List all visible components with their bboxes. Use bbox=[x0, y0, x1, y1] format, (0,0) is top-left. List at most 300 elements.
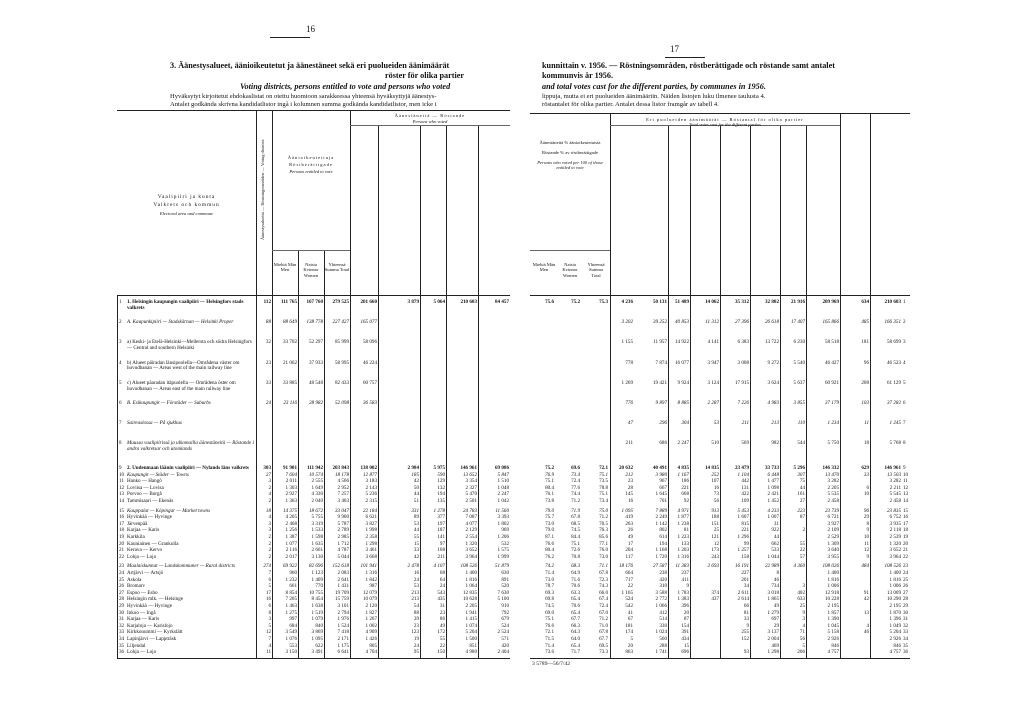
cell-w: 3 130 bbox=[311, 553, 323, 560]
pct-header-en: Persons who voted per 100 of those entitled to vote bbox=[537, 160, 603, 171]
cell-t: 2 083 bbox=[337, 570, 349, 576]
cell-m: 23 116 bbox=[283, 400, 297, 406]
cell-d: 16 bbox=[265, 596, 271, 603]
cell-t: 279 525 bbox=[332, 299, 349, 305]
cell-p3: 14 922 bbox=[674, 339, 689, 346]
cell-p9: 12 bbox=[863, 547, 869, 554]
area-name: a) Keski- ja Etelä-Helsinki—Mellersta och södra Helsingfors — Central and southern Helsinki bbox=[127, 339, 252, 352]
cell-p6: 697 bbox=[771, 616, 779, 623]
cell-m: 661 bbox=[289, 583, 297, 590]
area-name: Hyvinkää — Hyvinge bbox=[127, 603, 172, 609]
cell-a: 88 bbox=[413, 609, 419, 616]
cell-p6: 26 618 bbox=[764, 319, 779, 326]
cell-p6: 2 421 bbox=[767, 491, 779, 498]
cell-vt: 36 583 bbox=[362, 400, 377, 406]
cell-c: 5 470 bbox=[465, 491, 477, 498]
cell-b: 22 bbox=[439, 642, 445, 649]
cell-p1: 49 bbox=[627, 534, 633, 540]
cell-b: 141 bbox=[437, 534, 445, 540]
cell-pm: 80.4 bbox=[545, 484, 554, 491]
cell-e: 3 393 bbox=[497, 514, 509, 521]
cell-p5: 815 bbox=[741, 520, 749, 527]
cell-p7: 87 bbox=[799, 514, 805, 521]
cell-w: 1 079 bbox=[311, 616, 323, 623]
cell-e: 2 404 bbox=[497, 649, 509, 656]
area-header-sv: Valkrets och kommun bbox=[153, 202, 220, 208]
area-name: Kerava — Kervo bbox=[127, 547, 163, 554]
area-name: Artjärvi — Artsjö bbox=[127, 570, 164, 576]
cell-w: 3 319 bbox=[311, 520, 323, 527]
entitled-header-fi: Äänioikeutettuja bbox=[287, 155, 335, 160]
area-name: Hyvinkää — Hyvinge bbox=[127, 514, 172, 521]
cell-p1: 18 176 bbox=[618, 563, 633, 570]
cell-p10: 37 282 bbox=[886, 400, 901, 406]
row-number: 34 bbox=[119, 636, 125, 642]
cell-w: 2 040 bbox=[311, 498, 323, 504]
cell-p5: 158 bbox=[741, 553, 749, 560]
cell-t: 3 403 bbox=[337, 498, 349, 504]
cell-e: 11 560 bbox=[495, 507, 509, 514]
cell-p4: 173 bbox=[711, 547, 719, 554]
cell-pt: 69.5 bbox=[599, 642, 608, 649]
cell-p5: 7 226 bbox=[737, 400, 749, 406]
cell-p2: 560 bbox=[659, 636, 667, 642]
cell-p10: 5 768 bbox=[889, 440, 901, 447]
cell-p8: 2 109 bbox=[827, 527, 839, 534]
cell-m: 8 854 bbox=[285, 589, 297, 596]
cell-pt: 71.2 bbox=[599, 616, 608, 623]
cell-vt: 60 757 bbox=[362, 379, 377, 386]
cell-vt: 1 998 bbox=[365, 527, 377, 534]
cell-p1: 212 bbox=[625, 471, 633, 478]
cell-pt: 72.4 bbox=[599, 603, 608, 609]
cell-p6: 49 bbox=[773, 603, 779, 609]
cell-vt: 3 668 bbox=[365, 553, 377, 560]
cell-e: 520 bbox=[501, 583, 509, 590]
cell-p5: 152 bbox=[741, 636, 749, 642]
cell-p2: 1 142 bbox=[655, 520, 667, 527]
cell-pm: 75.7 bbox=[545, 514, 554, 521]
cell-p2: 1 720 bbox=[655, 553, 667, 560]
row-number: 3 bbox=[903, 339, 906, 346]
print-code: 3 5789—56/7/42 bbox=[532, 661, 571, 667]
cell-b: 135 bbox=[437, 498, 445, 504]
cell-p5: 221 bbox=[741, 527, 749, 534]
cell-p10: 166 351 bbox=[884, 319, 901, 326]
cell-d: 7 bbox=[268, 570, 271, 576]
cell-p2: 7 874 bbox=[655, 359, 667, 366]
cell-p4: 3 124 bbox=[707, 379, 719, 386]
cell-p7: 25 bbox=[799, 603, 805, 609]
cell-pm: 69.0 bbox=[545, 609, 554, 616]
cell-b: 31 bbox=[439, 603, 445, 609]
cell-p5: 1 257 bbox=[737, 547, 749, 554]
cell-t: 82 433 bbox=[334, 379, 349, 386]
cell-pw: 84.4 bbox=[571, 534, 580, 540]
cell-p5: 93 bbox=[743, 649, 749, 656]
cell-w: 1 598 bbox=[311, 534, 323, 540]
right-table-top-rule bbox=[530, 113, 910, 114]
cell-p8: 23 739 bbox=[824, 507, 839, 514]
cell-pm: 73.0 bbox=[545, 576, 554, 583]
cell-p3: 434 bbox=[681, 636, 689, 642]
women-header-right: Naisia Kvinnor Women bbox=[562, 262, 578, 278]
area-name: Loviisa — Lovisa bbox=[127, 484, 164, 491]
cell-p4: 56 bbox=[713, 498, 719, 504]
cell-p8: 1 400 bbox=[827, 570, 839, 576]
cell-w: 2 661 bbox=[311, 547, 323, 554]
cell-p3: 668 bbox=[681, 491, 689, 498]
row-number: 27 bbox=[903, 589, 909, 596]
cell-b: 194 bbox=[437, 491, 445, 498]
cell-pt: 76.0 bbox=[599, 547, 608, 554]
cell-p4: 2 287 bbox=[707, 400, 719, 406]
cell-p5: 442 bbox=[741, 478, 749, 485]
cell-p7: 110 bbox=[797, 420, 805, 427]
area-name: Inkoo — Ingå bbox=[127, 609, 156, 616]
cell-a: 123 bbox=[411, 629, 419, 636]
cell-pm: 74.5 bbox=[545, 603, 554, 609]
cell-p3: 2 247 bbox=[677, 440, 689, 447]
cell-e: 1 999 bbox=[497, 553, 509, 560]
cell-e: 1 206 bbox=[497, 534, 509, 540]
cell-d: 27 bbox=[265, 471, 271, 478]
cell-pt: 67.8 bbox=[599, 629, 608, 636]
cell-w: 2 555 bbox=[311, 478, 323, 485]
cell-p9: 18 bbox=[863, 440, 869, 447]
row-number: 15 bbox=[903, 507, 909, 514]
cell-m: 684 bbox=[289, 622, 297, 629]
cell-pw: 72.4 bbox=[571, 478, 580, 485]
cell-p3: 1 238 bbox=[677, 520, 689, 527]
cell-pm: 73.6 bbox=[545, 649, 554, 656]
area-name: Kaupungit — Städer — Towns bbox=[127, 471, 189, 478]
cell-p9: 11 bbox=[864, 540, 869, 547]
cell-a: 19 bbox=[413, 636, 419, 642]
cell-m: 1 256 bbox=[285, 527, 297, 534]
cell-p2: 686 bbox=[659, 440, 667, 447]
cell-p10: 108 526 bbox=[884, 563, 901, 570]
cell-vt: 12 079 bbox=[362, 589, 377, 596]
cell-d: 2 bbox=[268, 484, 271, 491]
cell-e: 792 bbox=[501, 609, 509, 616]
cell-p9: 181 bbox=[861, 339, 869, 346]
cell-a: 55 bbox=[413, 534, 419, 540]
row-number: 17 bbox=[903, 520, 909, 527]
cell-t: 2 794 bbox=[337, 609, 349, 616]
cell-p8: 4 757 bbox=[827, 649, 839, 656]
cell-p5: 109 bbox=[741, 498, 749, 504]
cell-p8: 1 309 bbox=[827, 540, 839, 547]
cell-p8: 12 918 bbox=[824, 589, 839, 596]
cell-p8: 37 179 bbox=[824, 400, 839, 406]
row-number: 4 bbox=[119, 359, 122, 366]
cell-p5: 35 312 bbox=[734, 299, 749, 305]
cell-p2: 11 957 bbox=[653, 339, 667, 346]
cell-p2: 967 bbox=[659, 478, 667, 485]
area-name: Karjaloja — Karislojo bbox=[127, 622, 173, 629]
cell-d: 2 bbox=[268, 534, 271, 540]
cell-c: 1 320 bbox=[465, 540, 477, 547]
cell-vt: 805 bbox=[369, 642, 377, 649]
cell-pm: 87.1 bbox=[545, 534, 554, 540]
cell-e: 910 bbox=[501, 603, 509, 609]
page-number-rule bbox=[270, 37, 310, 38]
cell-w: 1 123 bbox=[311, 570, 323, 576]
cell-p6: 31 bbox=[773, 520, 779, 527]
cell-d: 88 bbox=[265, 319, 271, 326]
cell-a: 44 bbox=[413, 527, 419, 534]
row-number: 22 bbox=[903, 553, 909, 560]
area-header-en: Electoral area and commune bbox=[159, 211, 214, 216]
cell-p9: 10 bbox=[863, 534, 869, 540]
cell-p10: 58 699 bbox=[886, 339, 901, 346]
cell-p1: 1 155 bbox=[621, 339, 633, 346]
cell-p7: 206 bbox=[797, 649, 805, 656]
cell-p6: 1 865 bbox=[767, 596, 779, 603]
cell-p7: 3 bbox=[802, 616, 805, 623]
right-table-bottom-rule bbox=[530, 658, 910, 659]
row-number: 22 bbox=[119, 553, 125, 560]
cell-pw: 67.7 bbox=[571, 616, 580, 623]
cell-w: 1 095 bbox=[311, 636, 323, 642]
cell-w: 10 755 bbox=[308, 589, 323, 596]
cell-a: 213 bbox=[411, 596, 419, 603]
row-number: 10 bbox=[119, 471, 125, 478]
cell-p2: 802 bbox=[659, 527, 667, 534]
cell-e: 679 bbox=[501, 616, 509, 623]
row-number: 33 bbox=[119, 629, 125, 636]
cell-pm: 76.6 bbox=[545, 540, 554, 547]
cell-pm: 80.4 bbox=[545, 547, 554, 554]
districts-header: Äänestysalueita — Röstningsområden — Voting districts bbox=[260, 139, 265, 240]
cell-p1: 204 bbox=[625, 547, 633, 554]
cell-m: 21 062 bbox=[282, 359, 297, 366]
cell-p7: 4 360 bbox=[793, 563, 805, 570]
cell-p3: 1 223 bbox=[677, 534, 689, 540]
cell-p10: 1 049 bbox=[889, 622, 901, 629]
cell-m: 1 363 bbox=[285, 498, 297, 504]
cell-vt: 12 877 bbox=[362, 471, 377, 478]
cell-vt: 1 316 bbox=[365, 570, 377, 576]
cell-p4: 188 bbox=[711, 514, 719, 521]
cell-c: 1 415 bbox=[465, 616, 477, 623]
cell-p2: 27 587 bbox=[652, 563, 667, 570]
cell-p7: 56 bbox=[799, 636, 805, 642]
cell-p2: 310 bbox=[659, 583, 667, 590]
cell-t: 19 709 bbox=[334, 589, 349, 596]
cell-p8: 1 390 bbox=[827, 616, 839, 623]
cell-p3: 1 383 bbox=[677, 596, 689, 603]
cell-p5: 2 611 bbox=[737, 589, 749, 596]
area-name: Maalaiskunnat — Landskommuner — Rural districts bbox=[127, 563, 235, 570]
cell-w: 8 454 bbox=[311, 596, 323, 603]
cell-b: 4 107 bbox=[433, 563, 445, 570]
row-number: 8 bbox=[119, 440, 122, 447]
cell-p2: 1 741 bbox=[655, 649, 667, 656]
cell-p6: 662 bbox=[771, 540, 779, 547]
cell-p2: 1 645 bbox=[655, 491, 667, 498]
cell-p10: 2 926 bbox=[889, 636, 901, 642]
cell-p1: 717 bbox=[625, 576, 633, 583]
cell-vt: 22 184 bbox=[362, 507, 377, 514]
cell-vt: 987 bbox=[369, 583, 377, 590]
cell-p6: 2 004 bbox=[767, 636, 779, 642]
cell-p9: 4 bbox=[866, 622, 869, 629]
cell-m: 111 765 bbox=[281, 299, 297, 305]
cell-p6: 32 802 bbox=[764, 299, 779, 305]
cell-d: 3 bbox=[268, 527, 271, 534]
cell-pt: 75.0 bbox=[599, 507, 608, 514]
cell-d: 32 bbox=[265, 339, 271, 346]
cell-a: 51 bbox=[413, 498, 419, 504]
cell-t: 1 431 bbox=[337, 583, 349, 590]
cell-p9: 484 bbox=[861, 563, 869, 570]
cell-a: 331 bbox=[411, 507, 419, 514]
cell-p1: 41 bbox=[627, 609, 633, 616]
cell-a: 213 bbox=[411, 589, 419, 596]
cell-vt: 5 236 bbox=[365, 491, 377, 498]
cell-m: 2 017 bbox=[285, 553, 297, 560]
cell-p3: 8 885 bbox=[677, 400, 689, 406]
cell-p7: 44 bbox=[799, 484, 805, 491]
cell-c: 2 554 bbox=[465, 534, 477, 540]
title-right-english: and total votes cast for the different parties, by communes in 1956. bbox=[542, 82, 766, 91]
cell-p9: 11 bbox=[864, 420, 869, 427]
cell-m: 1 303 bbox=[285, 484, 297, 491]
cell-pw: 72.6 bbox=[571, 547, 580, 554]
cell-p9: 29 bbox=[863, 514, 869, 521]
cell-p10: 23 835 bbox=[886, 507, 901, 514]
cell-p10: 46 523 bbox=[886, 359, 901, 366]
cell-p1: 776 bbox=[625, 400, 633, 406]
parties-header-en: Total votes cast for the different parties bbox=[688, 122, 762, 127]
area-name: Lohja — Lojo bbox=[127, 553, 157, 560]
cell-t: 2 985 bbox=[337, 534, 349, 540]
cell-p2: 50 131 bbox=[652, 299, 667, 305]
cell-p6: 1 452 bbox=[767, 498, 779, 504]
cell-p6: 1 098 bbox=[767, 484, 779, 491]
cell-t: 5 787 bbox=[337, 520, 349, 527]
cell-c: 1 064 bbox=[465, 583, 477, 590]
cell-d: 2 bbox=[268, 547, 271, 554]
total-header: Yhteensä Summa Total bbox=[324, 262, 350, 273]
cell-p8: 3 927 bbox=[827, 520, 839, 527]
row-number: 6 bbox=[903, 400, 906, 406]
cell-c: 4 980 bbox=[465, 649, 477, 656]
cell-c: 5 204 bbox=[465, 629, 477, 636]
entitled-header-en: Persons entitled to vote bbox=[289, 169, 333, 174]
cell-w: 10 574 bbox=[308, 471, 323, 478]
row-number: 2 bbox=[903, 319, 906, 326]
cell-pw: 68.5 bbox=[571, 520, 580, 527]
cell-p8: 165 866 bbox=[822, 319, 839, 326]
cell-b: 64 bbox=[439, 576, 445, 583]
cell-t: 1 175 bbox=[337, 642, 349, 649]
cell-a: 95 bbox=[413, 649, 419, 656]
cell-pm: 74.2 bbox=[545, 563, 554, 570]
cell-a: 33 bbox=[413, 547, 419, 554]
cell-pw: 64.9 bbox=[571, 570, 580, 576]
cell-p1: 20 bbox=[627, 642, 633, 649]
cell-p9: 6 bbox=[866, 484, 869, 491]
cell-pt: 75.3 bbox=[599, 299, 608, 305]
cell-vt: 201 660 bbox=[360, 299, 377, 305]
cell-p1: 524 bbox=[625, 596, 633, 603]
cell-pt: 73.3 bbox=[599, 649, 608, 656]
cell-e: 630 bbox=[501, 570, 509, 576]
cell-c: 851 bbox=[469, 642, 477, 649]
cell-m: 7 205 bbox=[285, 596, 297, 603]
cell-pt: 85.6 bbox=[599, 534, 608, 540]
cell-p5: 33 bbox=[743, 616, 749, 623]
cell-m: 3 150 bbox=[285, 649, 297, 656]
cell-e: 2 524 bbox=[497, 629, 509, 636]
cell-p1: 145 bbox=[625, 491, 633, 498]
cell-b: 23 bbox=[439, 609, 445, 616]
cell-p7: 161 bbox=[797, 491, 805, 498]
cell-p7: 71 bbox=[799, 629, 805, 636]
cell-b: 590 bbox=[437, 471, 445, 478]
row-number: 10 bbox=[903, 471, 909, 478]
cell-p7: 544 bbox=[797, 440, 805, 447]
cell-m: 2 116 bbox=[285, 547, 297, 554]
cell-m: 33 885 bbox=[282, 379, 297, 386]
cell-pm: 73.0 bbox=[545, 520, 554, 527]
area-name: Kauniainen — Grankulla bbox=[127, 540, 179, 547]
page-number-rule bbox=[665, 57, 705, 58]
cell-c: 2 129 bbox=[465, 527, 477, 534]
cell-d: 18 bbox=[265, 507, 271, 514]
men-header: Miehiä Män Men bbox=[273, 262, 297, 273]
cell-w: 1 409 bbox=[311, 576, 323, 583]
cell-t: 58 995 bbox=[334, 359, 349, 366]
cell-w: 3 869 bbox=[311, 629, 323, 636]
col-divider bbox=[780, 125, 781, 658]
cell-p9: 96 bbox=[863, 507, 869, 514]
cell-vt: 3 827 bbox=[365, 520, 377, 527]
cell-d: 4 bbox=[268, 491, 271, 498]
cell-p10: 846 bbox=[893, 642, 901, 649]
voted-header-rule bbox=[350, 125, 510, 126]
cell-p6: 33 733 bbox=[764, 465, 779, 471]
cell-p5: 569 bbox=[741, 440, 749, 447]
cell-p7: 5 bbox=[802, 642, 805, 649]
cell-w: 840 bbox=[315, 622, 323, 629]
men-header-right: Miehiä Män Men bbox=[532, 262, 556, 273]
row-number: 32 bbox=[119, 622, 125, 629]
cell-p3: 186 bbox=[681, 478, 689, 485]
cell-w: 4 330 bbox=[311, 491, 323, 498]
cell-vt: 2 315 bbox=[365, 498, 377, 504]
row-number: 20 bbox=[903, 540, 909, 547]
cell-p5: 3 008 bbox=[737, 359, 749, 366]
cell-b: 24 bbox=[439, 583, 445, 590]
area-header-fi: Vaalipiiri ja kunta bbox=[157, 194, 216, 200]
cell-e: 891 bbox=[501, 576, 509, 583]
cell-p1: 28 bbox=[627, 484, 633, 491]
cell-p1: 1 165 bbox=[621, 589, 633, 596]
row-number: 36 bbox=[903, 649, 909, 656]
pct-subheader-rule bbox=[530, 250, 610, 251]
cell-w: 1 638 bbox=[311, 603, 323, 609]
cell-vt: 58 096 bbox=[362, 339, 377, 346]
area-name: Hanko — Hangö bbox=[127, 478, 162, 485]
cell-p9: 629 bbox=[861, 465, 869, 471]
cell-pm: 71.5 bbox=[545, 636, 554, 642]
cell-pw: 77.6 bbox=[571, 484, 580, 491]
cell-m: 2 927 bbox=[285, 491, 297, 498]
